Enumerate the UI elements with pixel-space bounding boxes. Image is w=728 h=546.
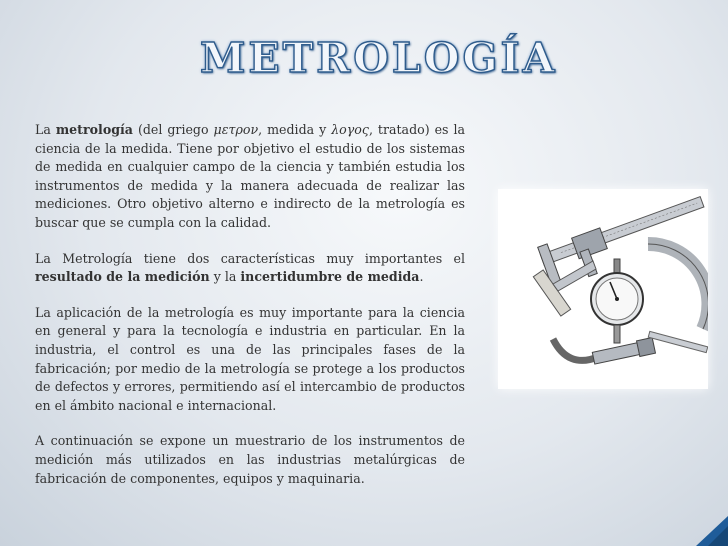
text-run: , tratado) es la ciencia de la medida. Tiene por objetivo el estudio de los sistemas de medida en cualquier campo de la ciencia y también estudia los instrumentos de medida y la manera adecuada de realizar las mediciones. Otro objetivo alterno e indirecto de la metrología es buscar que se cumpla con la calidad. xyxy=(35,122,466,230)
bold-term: resultado de la medición xyxy=(35,269,210,285)
measuring-instruments-icon xyxy=(498,189,708,389)
paragraph-instruments-intro: A continuación se expone un muestrario de los instrumentos de medición más utilizados en las industrias metalúrgicas de fabricación de componentes, equipos y maquinaria. xyxy=(35,433,465,486)
text-run: . xyxy=(419,269,424,285)
text-run: y la xyxy=(209,269,241,285)
bold-term: incertidumbre de medida xyxy=(240,269,420,285)
paragraph-application: La aplicación de la metrología es muy importante para la ciencia en general y para la tecnología e industria en particular. En la industria, el control es una de las principales fases de la fabricación; por medio de la metrología se protege a los productos de defectos y errores, permitiendo así el intercambio de productos en el ámbito nacional e internacional. xyxy=(35,304,465,413)
bold-term: metrología xyxy=(55,122,133,137)
paragraph-characteristics xyxy=(35,250,465,287)
slide-title: METROLOGÍA xyxy=(200,34,558,82)
text-run: , medida y xyxy=(258,122,332,137)
greek-term: λογος xyxy=(331,122,369,137)
text-run: (del griego xyxy=(132,122,214,137)
text-run: La xyxy=(35,122,56,137)
text-run: La Metrología tiene dos características muy importantes el xyxy=(35,250,465,266)
paragraph-definition xyxy=(35,121,465,233)
slide-body xyxy=(35,121,465,505)
instruments-image xyxy=(498,189,708,389)
greek-term: μετρον xyxy=(213,122,259,137)
corner-triangle-icon xyxy=(688,516,728,546)
